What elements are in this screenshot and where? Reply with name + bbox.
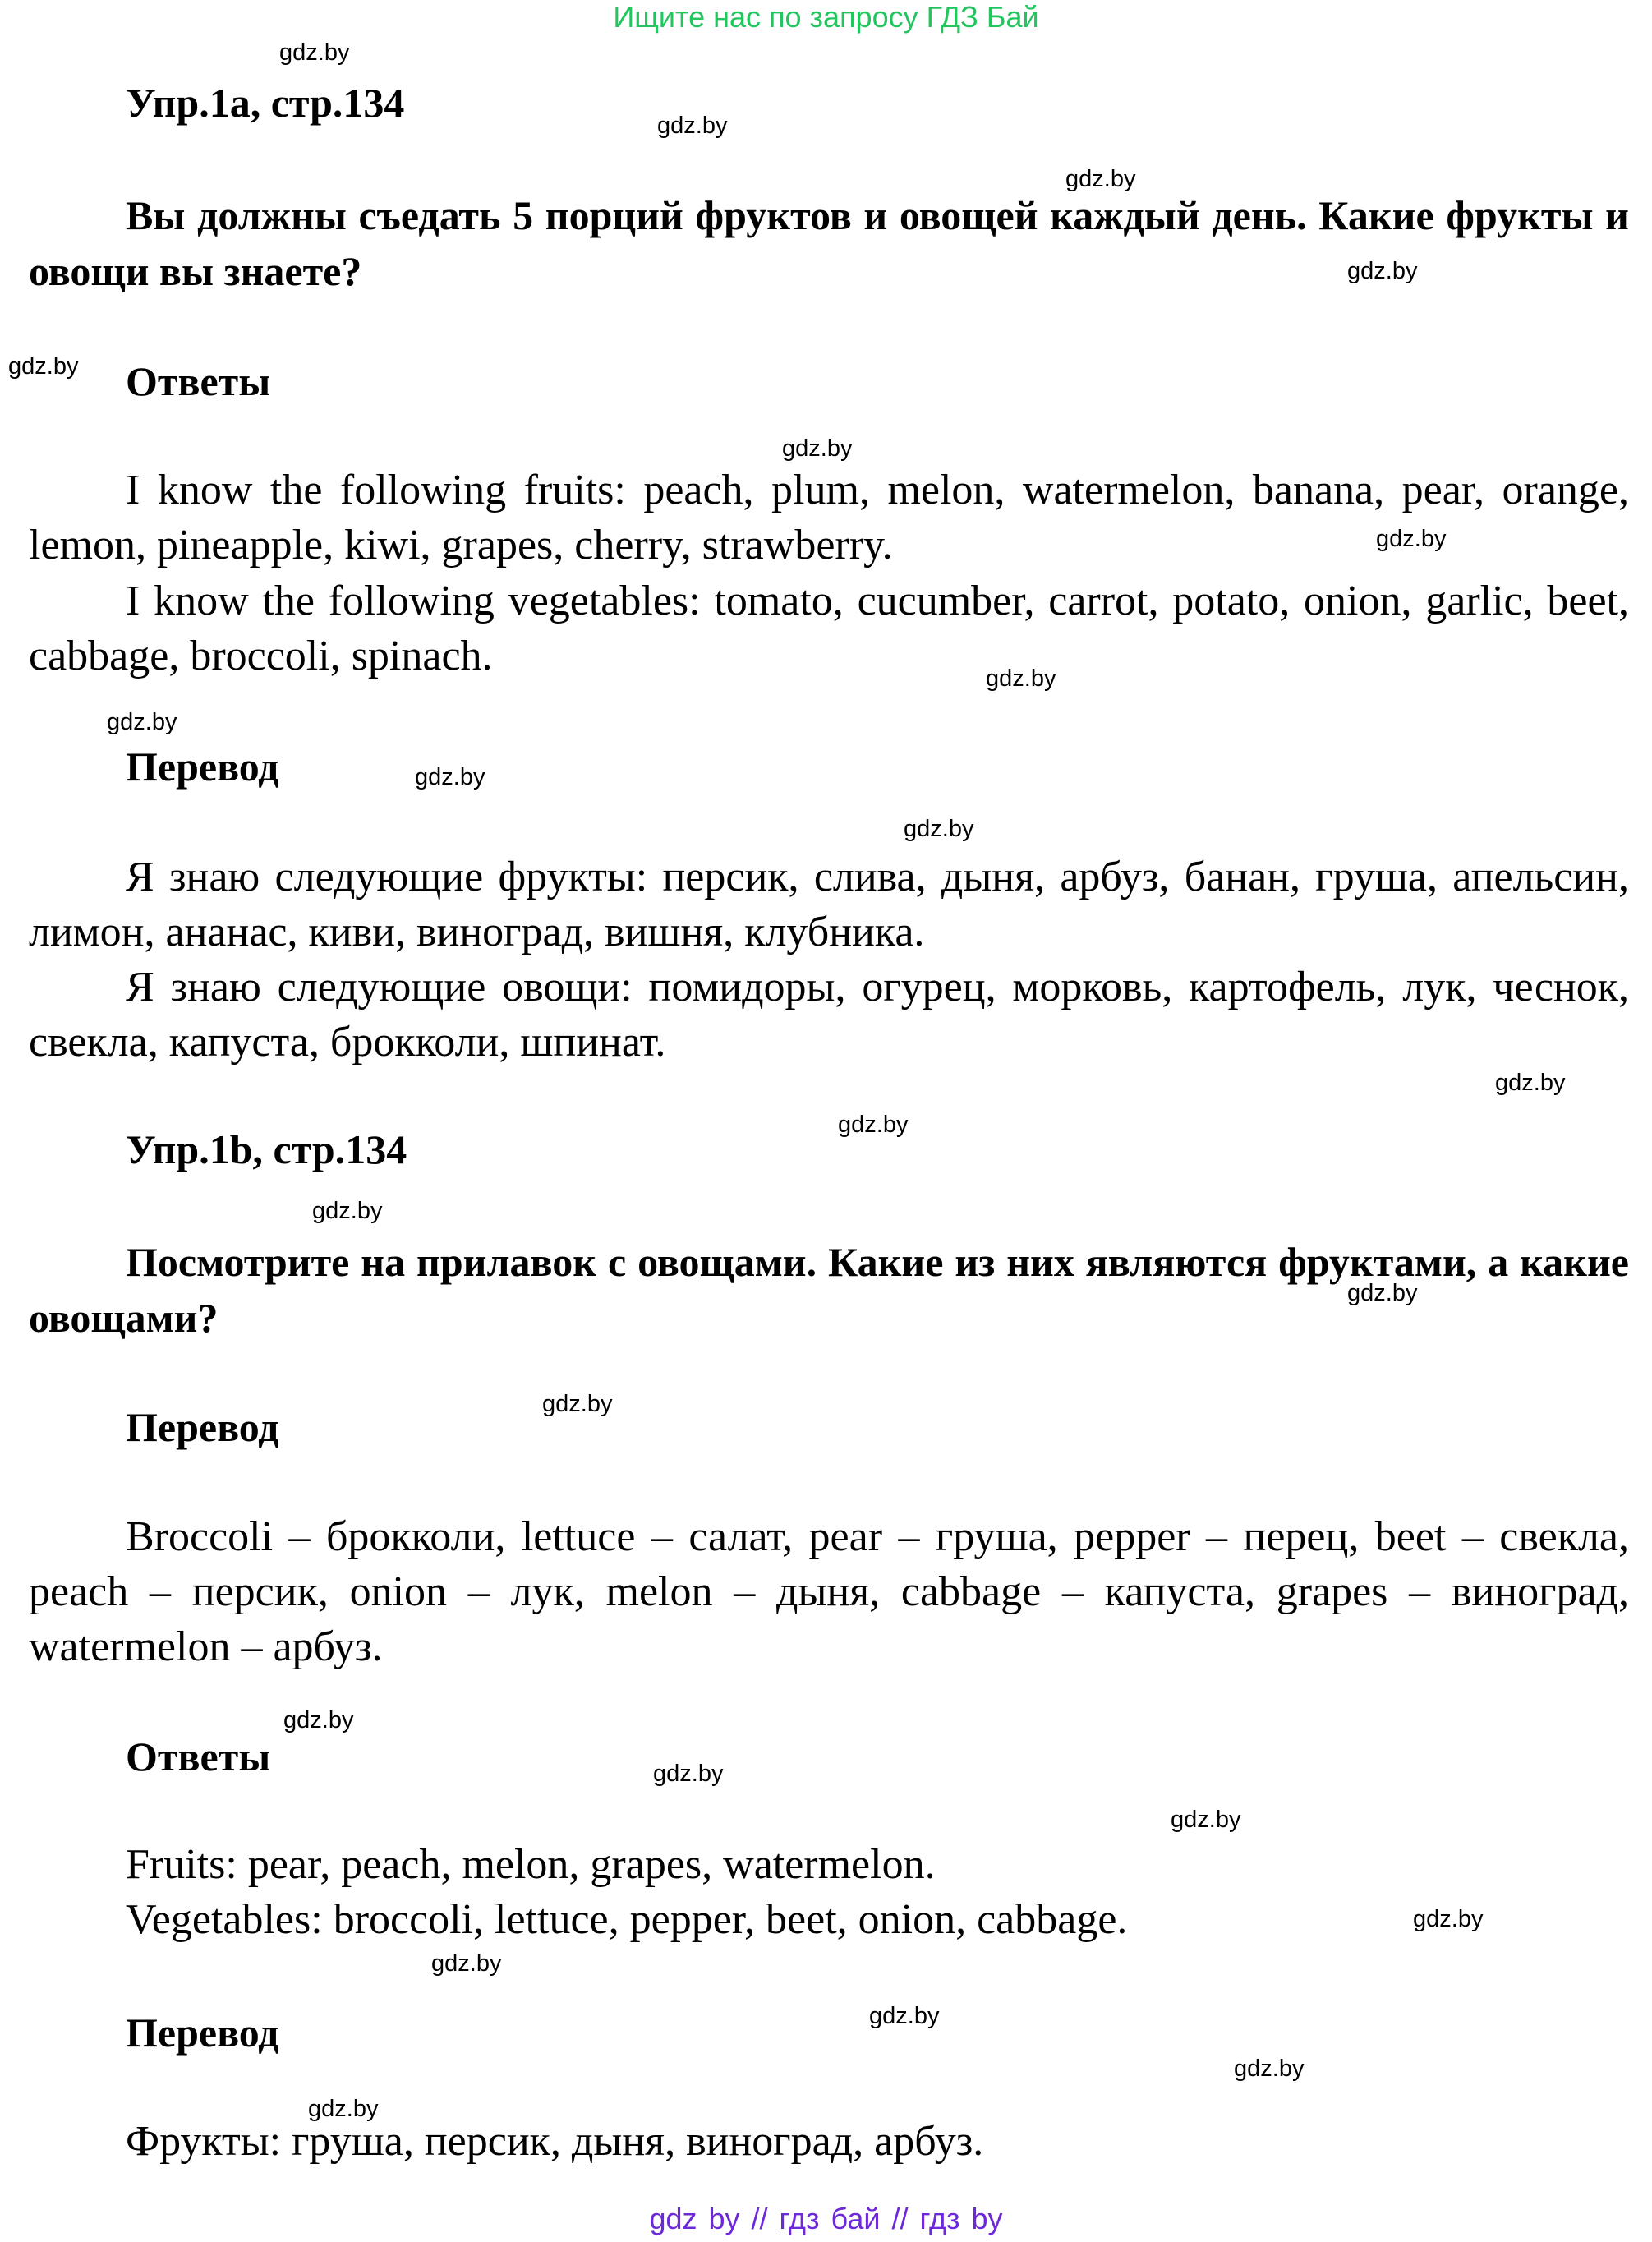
watermark: gdz.by — [1065, 166, 1136, 192]
exercise-1a-answer-vegetables: I know the following vegetables: tomato, cucumber, carrot, potato, onion, garlic, beet, cabbage, broccoli, spinach. — [29, 578, 1629, 679]
footer-links[interactable]: gdz by // гдз бай // гдз by — [649, 2202, 1003, 2235]
exercise-1a-translation-fruits: Я знаю следующие фрукты: персик, слива, дыня, арбуз, банан, груша, апельсин, лимон, ананас, киви, виноград, вишня, клубника. — [29, 854, 1629, 955]
watermark: gdz.by — [1234, 2056, 1305, 2082]
exercise-1b-answers-heading: Ответы — [126, 1733, 271, 1779]
exercise-1b-translation-heading: Перевод — [126, 1404, 279, 1450]
watermark: gdz.by — [308, 2096, 379, 2122]
exercise-1b-translation-fruits: Фрукты: груша, персик, дыня, виноград, арбуз. — [126, 2118, 984, 2165]
exercise-1b-question: Посмотрите на прилавок с овощами. Какие из них являются фруктами, а какие овощами? — [29, 1239, 1629, 1341]
watermark: gdz.by — [107, 709, 177, 735]
watermark: gdz.by — [653, 1761, 724, 1787]
watermark: gdz.by — [1347, 1280, 1418, 1306]
top-banner[interactable]: Ищите нас по запросу ГДЗ Бай — [613, 0, 1039, 34]
watermark: gdz.by — [782, 435, 853, 462]
watermark: gdz.by — [869, 2003, 940, 2029]
exercise-1a-translation-vegetables: Я знаю следующие овощи: помидоры, огурец, морковь, картофель, лук, чеснок, свекла, капуста, брокколи, шпинат. — [29, 964, 1629, 1066]
watermark: gdz.by — [1376, 526, 1447, 552]
watermark: gdz.by — [657, 113, 728, 139]
watermark: gdz.by — [1495, 1070, 1566, 1096]
watermark: gdz.by — [1347, 258, 1418, 284]
watermark: gdz.by — [904, 816, 974, 842]
watermark: gdz.by — [415, 764, 485, 790]
exercise-1b-title: Упр.1b, стр.134 — [126, 1126, 407, 1172]
exercise-1b-vocabulary: Broccoli – брокколи, lettuce – салат, pear – груша, pepper – перец, beet – свекла, peach – персик, onion – лук, melon – дыня, cabbage – капуста, grapes – виноград, watermelon – арбуз. — [29, 1513, 1629, 1670]
watermark: gdz.by — [986, 665, 1056, 692]
exercise-1b-answer-fruits: Fruits: pear, peach, melon, grapes, watermelon. — [126, 1841, 936, 1888]
watermark: gdz.by — [279, 39, 350, 66]
watermark: gdz.by — [312, 1198, 383, 1224]
exercise-1a-title: Упр.1a, стр.134 — [126, 80, 405, 126]
exercise-1b-translation2-heading: Перевод — [126, 2010, 279, 2056]
exercise-1a-answers-heading: Ответы — [126, 358, 271, 404]
exercise-1a-question: Вы должны съедать 5 порций фруктов и овощей каждый день. Какие фрукты и овощи вы знаете? — [29, 192, 1629, 294]
exercise-1a-answer-fruits: I know the following fruits: peach, plum, melon, watermelon, banana, pear, orange, lemon, pineapple, kiwi, grapes, cherry, strawberry. — [29, 467, 1629, 569]
watermark: gdz.by — [283, 1707, 354, 1733]
exercise-1a-translation-heading: Перевод — [126, 743, 279, 790]
watermark: gdz.by — [8, 353, 79, 380]
watermark: gdz.by — [1171, 1807, 1241, 1833]
watermark: gdz.by — [1413, 1906, 1484, 1932]
watermark: gdz.by — [431, 1950, 502, 1977]
watermark: gdz.by — [542, 1391, 613, 1417]
exercise-1b-answer-vegetables: Vegetables: broccoli, lettuce, pepper, beet, onion, cabbage. — [126, 1896, 1128, 1943]
watermark: gdz.by — [838, 1112, 909, 1138]
